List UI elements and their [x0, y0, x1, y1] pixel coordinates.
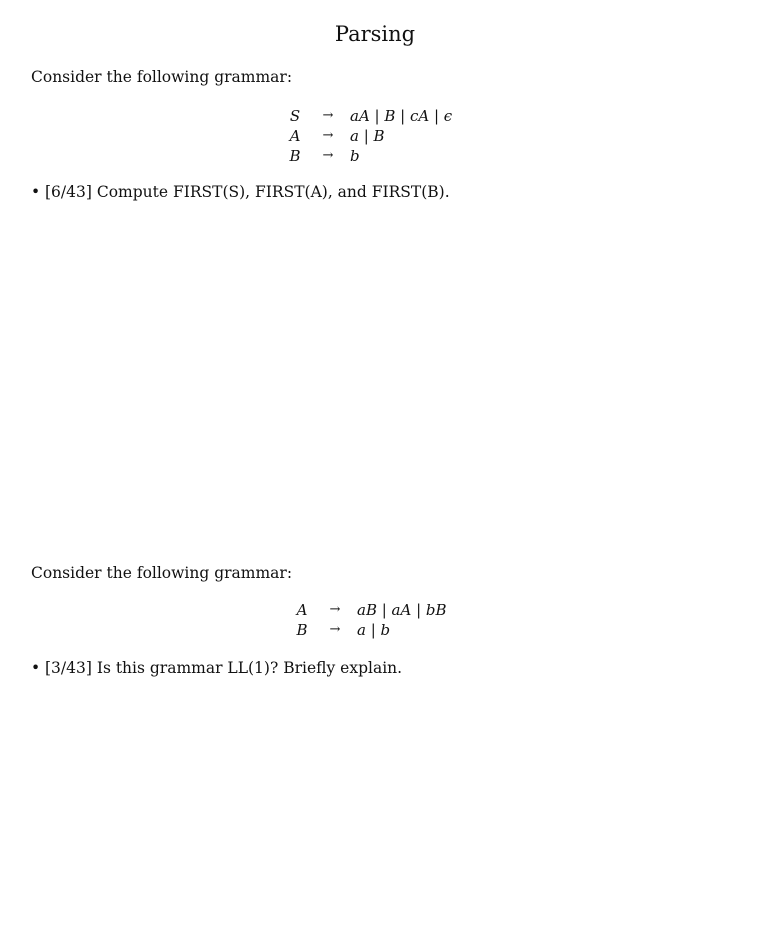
bullet-icon: • [31, 659, 41, 677]
rule-rhs: b [350, 147, 360, 165]
grammar-1 [284, 106, 452, 166]
rule-lhs: A [296, 601, 308, 619]
rule-lhs: B [296, 621, 308, 639]
grammar-1-rule-b [284, 146, 452, 166]
question-2-text: [3/43] Is this grammar LL(1)? Briefly explain. [45, 659, 403, 677]
page-title: Parsing [334, 22, 416, 46]
grammar-2-rule-a [291, 600, 447, 620]
grammar-2-rule-b [291, 620, 447, 640]
rule-rhs: a | B [350, 127, 385, 145]
arrow-icon: → [329, 602, 341, 617]
arrow-icon: → [322, 148, 334, 163]
grammar-1-rule-s [284, 106, 452, 126]
rule-rhs: a | b [357, 621, 391, 639]
arrow-icon: → [322, 108, 334, 123]
rule-lhs: B [289, 147, 301, 165]
grammar-2 [291, 600, 447, 640]
rule-lhs: A [289, 127, 301, 145]
bullet-icon: • [31, 183, 41, 201]
rule-rhs: aB | aA | bB [357, 601, 447, 619]
arrow-icon: → [329, 622, 341, 637]
question-2 [31, 659, 402, 677]
section1-intro: Consider the following grammar: [31, 68, 293, 86]
grammar-1-rule-a [284, 126, 452, 146]
section2-intro: Consider the following grammar: [31, 564, 293, 582]
rule-lhs: S [289, 107, 301, 125]
arrow-icon: → [322, 128, 334, 143]
question-1 [31, 183, 450, 201]
question-1-text: [6/43] Compute FIRST(S), FIRST(A), and FIRST(B). [45, 183, 450, 201]
rule-rhs: aA | B | cA | ϵ [350, 107, 453, 125]
